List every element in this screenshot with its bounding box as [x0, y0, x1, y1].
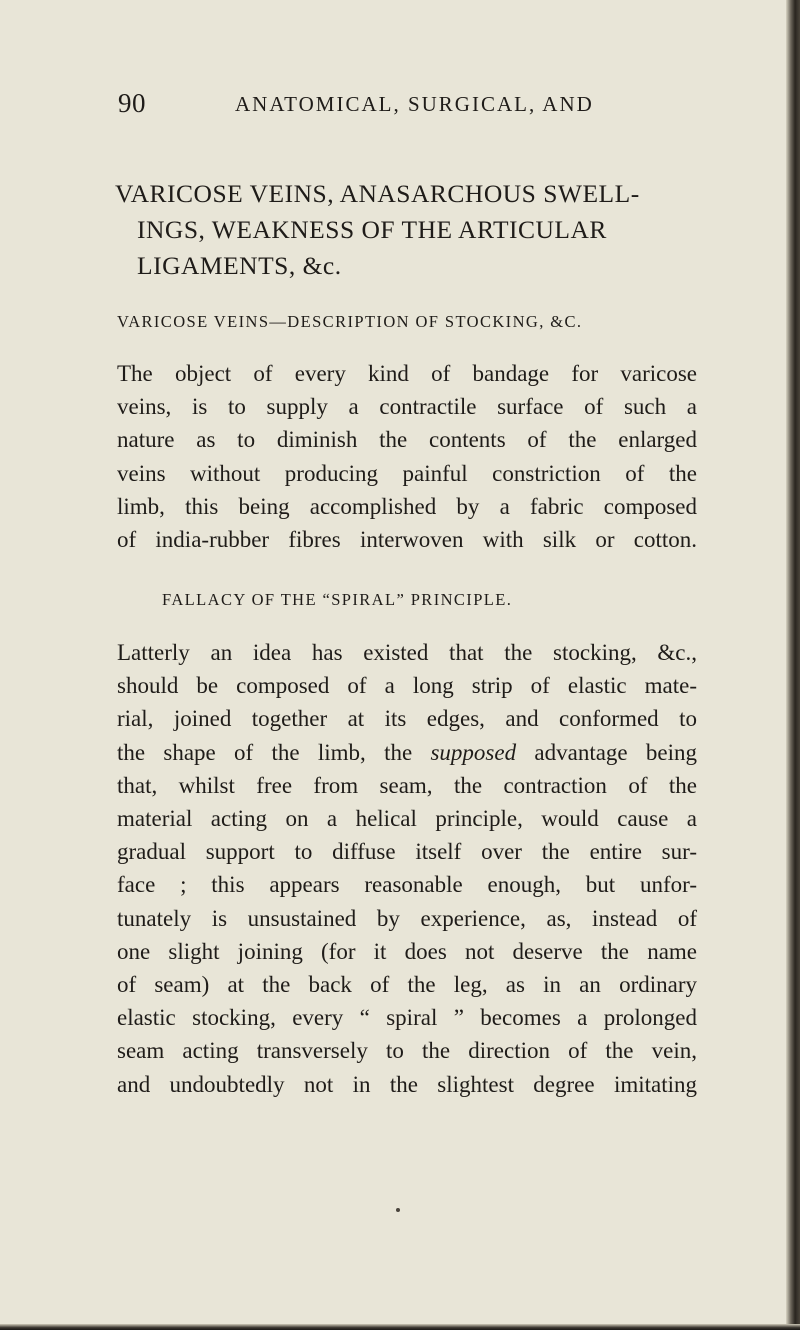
text-run: the shape of the limb, the	[117, 739, 413, 765]
paragraph-line: gradual support to diffuse itself over the entire sur-	[117, 839, 697, 865]
paragraph-line: of seam) at the back of the leg, as in an ordinary	[117, 972, 697, 998]
paragraph-line: should be composed of a long strip of elastic mate-	[117, 673, 697, 699]
chapter-title-line: INGS, WEAKNESS OF THE ARTICULAR	[137, 215, 607, 244]
paragraph-line: that, whilst free from seam, the contraction of the	[117, 772, 697, 798]
italic-emphasis: supposed	[430, 739, 517, 765]
ink-speck	[396, 1208, 400, 1212]
paragraph-line: elastic stocking, every “ spiral ” becomes a prolonged	[117, 1005, 697, 1031]
paragraph-spiral-principle	[117, 636, 697, 1101]
section-heading-spiral-fallacy: FALLACY OF THE “SPIRAL” PRINCIPLE.	[162, 590, 513, 609]
paragraph-line: seam acting transversely to the direction of the vein,	[117, 1038, 697, 1064]
text-run: advantage being	[534, 739, 698, 765]
paragraph-line: The object of every kind of bandage for varicose	[117, 361, 697, 386]
paragraph-line: veins without producing painful constriction of the	[117, 460, 697, 486]
paragraph-line: veins, is to supply a contractile surface of such a	[117, 394, 697, 420]
section-heading-varicose-veins: VARICOSE VEINS—DESCRIPTION OF STOCKING, &C.	[117, 312, 583, 331]
chapter-title	[115, 176, 715, 284]
chapter-title-line: LIGAMENTS, &c.	[137, 251, 342, 280]
paragraph-line: and undoubtedly not in the slightest degree imitating	[117, 1071, 697, 1097]
paragraph-line: limb, this being accomplished by a fabric composed	[117, 493, 697, 519]
paragraph-line-with-italic	[117, 736, 697, 769]
paragraph-line: face ; this appears reasonable enough, but unfor-	[117, 872, 697, 898]
paragraph-line: nature as to diminish the contents of the enlarged	[117, 427, 697, 453]
paragraph-stocking-description	[117, 357, 697, 556]
paragraph-line: material acting on a helical principle, would cause a	[117, 806, 697, 832]
paragraph-line: one slight joining (for it does not deserve the name	[117, 938, 697, 964]
page-edge-shadow	[786, 0, 800, 1330]
paragraph-line: Latterly an idea has existed that the stocking, &c.,	[117, 640, 697, 665]
chapter-title-line: VARICOSE VEINS, ANASARCHOUS SWELL-	[115, 179, 640, 208]
running-head: ANATOMICAL, SURGICAL, AND	[235, 92, 594, 116]
page-bottom-shadow	[0, 1324, 800, 1330]
page-number: 90	[118, 88, 146, 118]
paragraph-line: of india-rubber fibres interwoven with silk or cotton.	[117, 527, 697, 553]
paragraph-line: rial, joined together at its edges, and conformed to	[117, 706, 697, 732]
paragraph-line: tunately is unsustained by experience, as, instead of	[117, 905, 697, 931]
